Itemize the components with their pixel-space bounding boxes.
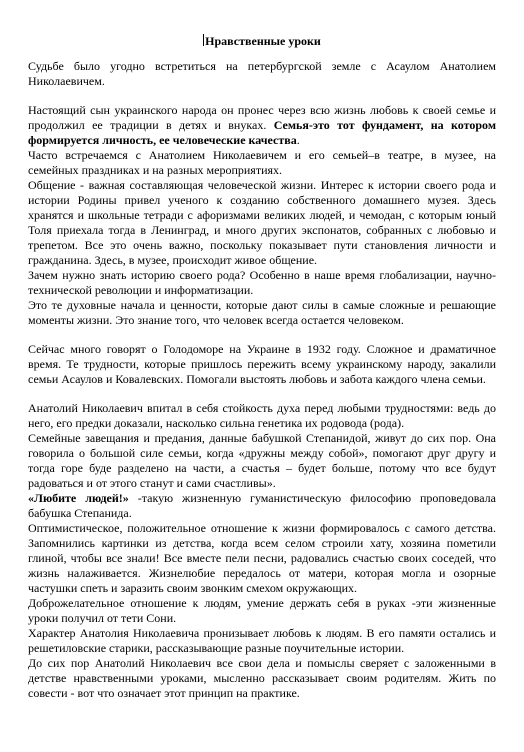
paragraph-12: Доброжелательное отношение к людям, умение держать себя в руках -эти жизненные уроки получил от тети Сони.	[28, 596, 496, 625]
document-title	[28, 34, 496, 49]
text-cursor	[203, 34, 204, 46]
document-page	[28, 34, 496, 701]
paragraph-9: Семейные завещания и предания, данные бабушкой Степанидой, живут до сих пор. Она говорила о большой силе семьи, когда «дружны между собой», помогают друг другу и тогда горе буде разделено на части, а счастья – будет больше, потому что все будут радоваться и от этого станут и сами счастливы».	[28, 431, 496, 490]
paragraph-7: Сейчас много говорят о Голодоморе на Украине в 1932 году. Сложное и драматичное время. Те трудности, которые пришлось пережить всему украинскому народу, закалили семьи Асаулов и Ковалевских. Помогали выстоять любовь и забота каждого члена семьи.	[28, 342, 496, 386]
paragraph-4: Общение - важная составляющая человеческой жизни. Интерес к истории своего рода и истории Родины привел ученого к созданию собственного домашнего музея. Здесь хранятся и школьные тетради с афоризмами великих людей, и чемодан, с которым юный Толя приехала тогда в Ленинград, и много других экспонатов, собранных с любовью и трепетом. Все это очень важно, поскольку показывает пути становления личности и гражданина. Здесь, в музее, происходит живое общение.	[28, 178, 496, 267]
paragraph-14: До сих пор Анатолий Николаевич все свои дела и помыслы сверяет с заложенными в детстве нравственными уроками, мысленно рассказывает своим родителям. Жить по совести - вот что означает этот принцип на практике.	[28, 656, 496, 700]
paragraph-10: «Любите людей!» -такую жизненную гуманистическую философию проповедовала бабушка Степанида.	[28, 491, 496, 520]
paragraph-11: Оптимистическое, положительное отношение к жизни формировалось с самого детства. Запомнились картинки из детства, когда всем селом строили хату, хозяина пометили глиной, чтобы все знали! Все вместе пели песни, радовались счастью своих соседей, что жизнь налаживается. Жизнелюбие передалось от матери, которая могла и озорные частушки спеть и заразить своим звонким смехом окружающих.	[28, 521, 496, 595]
paragraph-13: Характер Анатолия Николаевича пронизывает любовь к людям. В его памяти остались и решетиловские старики, рассказывающие разные поучительные истории.	[28, 626, 496, 655]
paragraph-6: Это те духовные начала и ценности, которые дают силы в самые сложные и решающие моменты жизни. Это знание того, что человек всегда остается человеком.	[28, 298, 496, 327]
paragraph-2: Настоящий сын украинского народа он пронес через всю жизнь любовь к своей семье и продолжил ее традиции в детях и внуках. Семья-это тот фундамент, на котором формируется личность, ее человеческие качества.	[28, 103, 496, 147]
paragraph-8: Анатолий Николаевич впитал в себя стойкость духа перед любыми трудностями: ведь до него, его предки доказали, насколько сильна генетика их родовода (рода).	[28, 401, 496, 430]
paragraph-5: Зачем нужно знать историю своего рода? Особенно в наше время глобализации, научно-технической революции и информатизации.	[28, 268, 496, 297]
title-text: Нравственные уроки	[205, 34, 321, 48]
paragraph-1: Судьбе было угодно встретиться на петербургской земле с Асаулом Анатолием Николаевичем.	[28, 59, 496, 88]
paragraph-3: Часто встречаемся с Анатолием Николаевичем и его семьей–в театре, в музее, на семейных праздниках и на разных мероприятиях.	[28, 148, 496, 177]
